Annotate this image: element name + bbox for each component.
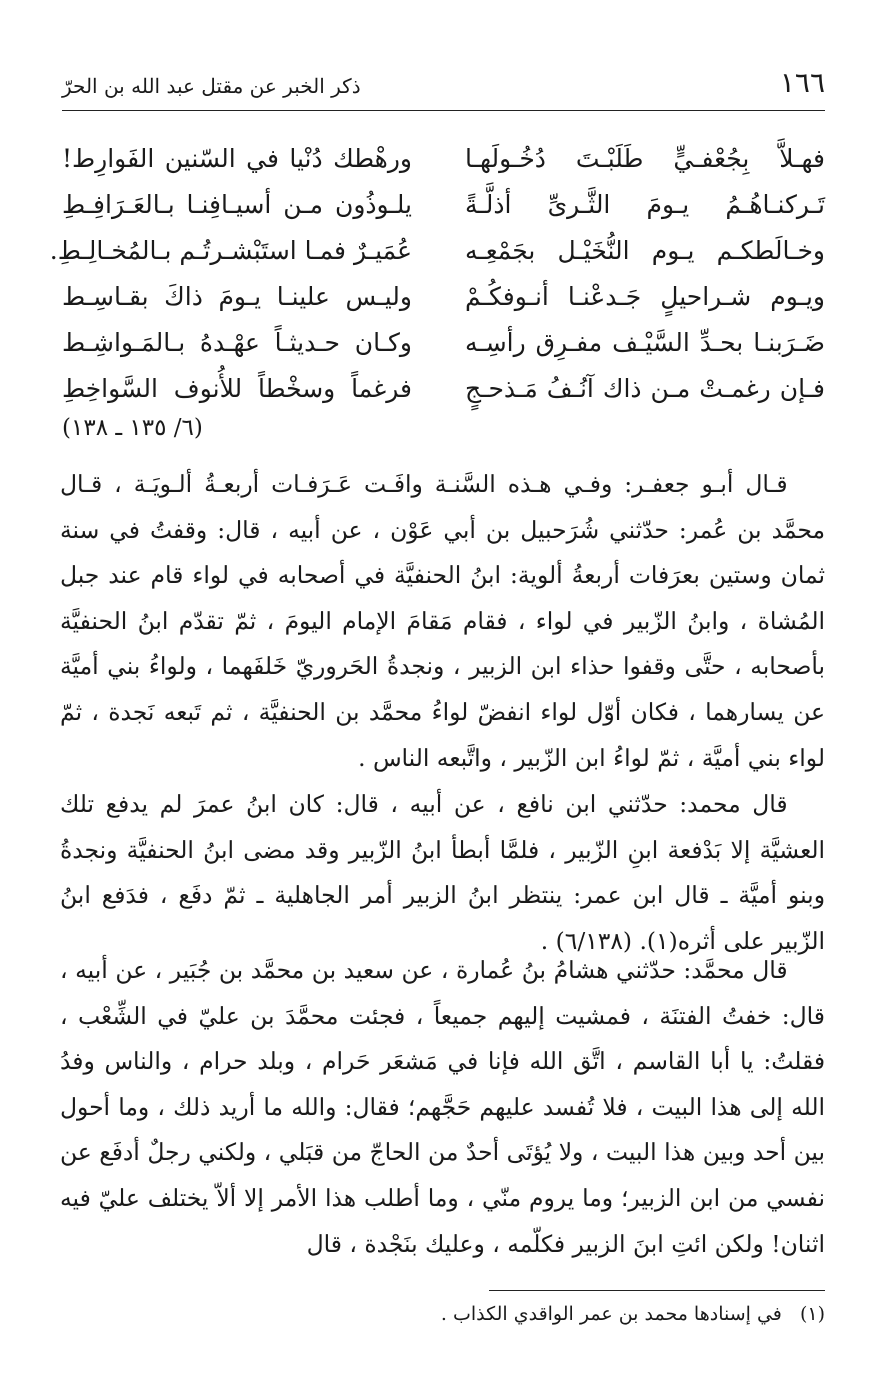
volume-page-reference: (٦/ ١٣٥ ـ ١٣٨) xyxy=(62,415,203,441)
verse-hemistich: فهـلاَّ بِجُعْفـيٍّ طَلَبْـتَ دُخُـولَهـا xyxy=(465,144,825,173)
paragraph xyxy=(60,782,825,964)
verse-hemistich: وخـالَطكـم يـوم النُّخَيْـل بجَمْعِـه xyxy=(465,236,825,265)
verse-hemistich: يلـوذُون مـن أسيـافِنـا بـالعَـرَافِـطِ xyxy=(62,190,412,219)
paragraph xyxy=(60,462,825,781)
footnote-marker: (١) xyxy=(799,1303,825,1325)
verse-hemistich: عُمَيـرٌ فمـا استَبْشـرتُـم بـالمُخـالِـطِ. xyxy=(49,236,412,265)
footnote-text: في إسنادها محمد بن عمر الواقدي الكذاب . xyxy=(440,1303,782,1325)
page-header xyxy=(62,66,825,111)
paragraph xyxy=(60,948,825,1267)
page-number: ١٦٦ xyxy=(779,66,825,99)
poem-block xyxy=(49,136,825,446)
verse-hemistich: فـإن رغمـتْ مـن ذاك آنُـفُ مَـذحـجٍ xyxy=(465,374,825,403)
footnote xyxy=(62,1300,825,1328)
verse-hemistich: تَـركنـاهُـمُ يـومَ الثَّـرىِّ أذلَّـةً xyxy=(465,190,825,219)
paragraph-text: قال محمَّد: حدّثني هشامُ بنُ عُمارة ، عن سعيد بن محمَّد بن جُبَير ، عن أبيه ، قال: خفتُ الفتنَة ، فمشيت إليهم جميعاً ، فجئت محمَّدَ بن عليّ في الشِّعْب ، فقلتُ: يا أبا القاسم ، اتَّق الله فإنا في مَشعَر حَرام ، وبلد حرام ، والناس وفدُ الله إلى هذا البيت ، فلا تُفسد عليهم حَجَّهم؛ فقال: والله ما أريد ذلك ، وما أحول بين أحد وبين هذا البيت ، ولا يُؤتَى أحدٌ من الحاجّ من قبَلي ، ولكني رجلٌ أدفَع عن نفسي من ابن الزبير؛ وما يروم منّي ، وما أطلب هذا الأمر إلا ألاّ يختلف عليّ فيه اثنان! ولكن ائتِ ابنَ الزبير فكلّمه ، وعليك بنَجْدة ، قال xyxy=(60,956,825,1258)
running-title: ذكر الخبر عن مقتل عبد الله بن الحرّ xyxy=(62,74,361,98)
footnote-divider xyxy=(489,1290,825,1291)
verse-hemistich: ويـوم شـراحيلٍ جَـدعْنـا أنـوفكُـمْ xyxy=(465,282,825,311)
poem-second-hemistichs xyxy=(49,136,412,412)
paragraph-text: قال محمد: حدّثني ابن نافع ، عن أبيه ، قال: كان ابنُ عمرَ لم يدفع تلك العشيَّة إلا بَدْفعة ابنِ الزّبير ، فلمَّا أبطأ ابنُ الزّبير وقد مضى ابنُ الحنفيَّة ونجدةُ وبنو أميَّة ـ قال ابن عمر: ينتظر ابنُ الزبير أمر الجاهلية ـ ثمّ دفَع ، فدَفع ابنُ الزّبير على أثره(١). (٦/١٣٨) . xyxy=(60,790,825,955)
poem-first-hemistichs xyxy=(465,136,825,412)
verse-hemistich: ورهْطك دُنْيا في السّنين الفَوارِط! xyxy=(62,144,412,173)
verse-hemistich: وكـان حـديثـاً عهْـدهُ بـالمَـواشِـط xyxy=(62,328,412,357)
paragraph-text: قـال أبـو جعفـر: وفـي هـذه السَّنـة وافَـت عَـرَفـات أربعـةُ ألـويَـة ، قـال محمَّد بن عُمر: حدّثني شُرَحبيل بن أبي عَوْن ، عن أبيه ، قال: وقفتُ في سنة ثمان وستين بعرَفات أربعةُ ألوية: ابنُ الحنفيَّة في أصحابه في لواء قام عند جبل المُشاة ، وابنُ الزّبير في لواء ، فقام مَقامَ الإمام اليومَ ، ثمّ تقدّم ابنُ الحنفيَّة بأصحابه ، حتَّى وقفوا حذاء ابن الزبير ، ونجدةُ الحَروريّ خَلفَهما ، ولواءُ بني أميَّة عن يسارهما ، فكان أوّل لواء انفضّ لواءُ محمَّد بن الحنفيَّة ، ثم تَبعه نَجدة ، ثمّ لواء بني أميَّة ، ثمّ لواءُ ابن الزّبير ، واتَّبعه الناس . xyxy=(60,470,825,772)
verse-hemistich: فرغماً وسخْطاً للأُنوف السَّواخِطِ xyxy=(62,374,412,403)
verse-hemistich: ضَـرَبنـا بحـدِّ السَّيْـف مفـرِق رأسِـه xyxy=(465,328,825,357)
verse-hemistich: وليـس علينـا يـومَ ذاكَ بقـاسِـط xyxy=(62,282,412,311)
